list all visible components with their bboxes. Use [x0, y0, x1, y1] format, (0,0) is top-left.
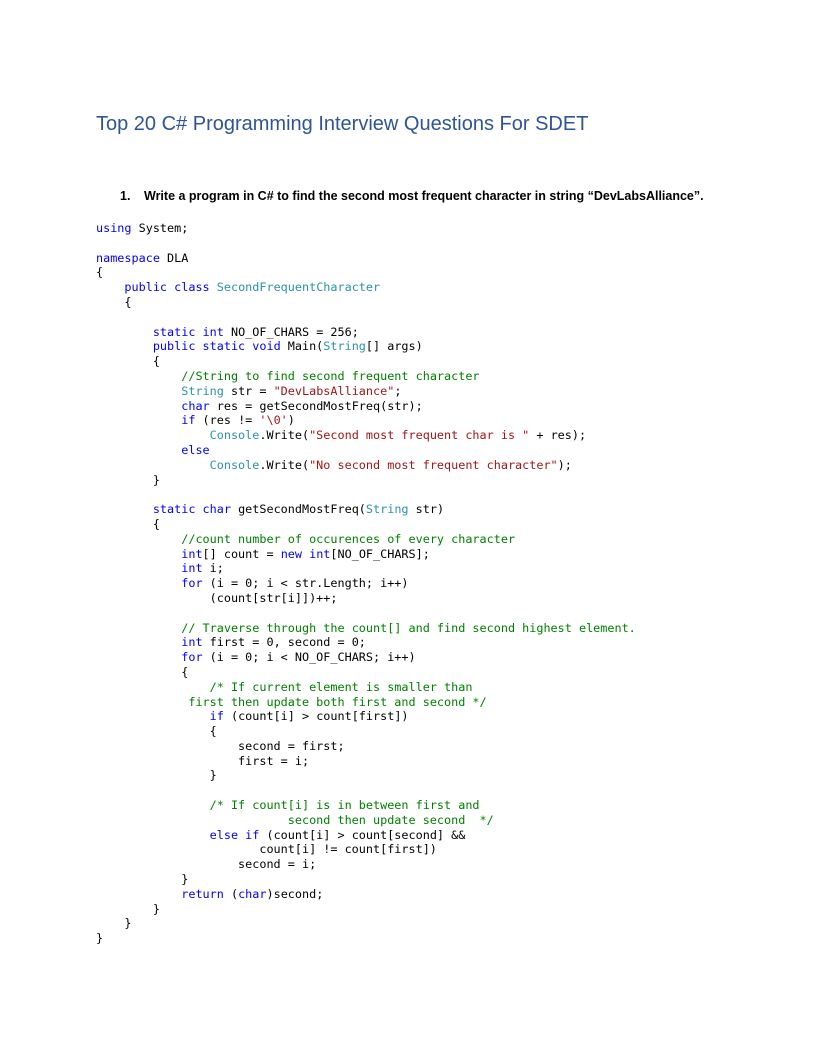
code-line [96, 487, 636, 502]
code-line [96, 635, 636, 650]
code-line [96, 606, 636, 621]
code-line [96, 532, 636, 547]
code-token: else [181, 442, 210, 457]
code-line [96, 295, 636, 310]
code-token: (count[str[i]])++; [96, 590, 338, 605]
code-line [96, 887, 636, 902]
code-token [96, 443, 181, 457]
code-token [96, 399, 181, 413]
code-line [96, 354, 636, 369]
code-token: res = getSecondMostFreq(str); [209, 398, 423, 413]
code-token: char [181, 398, 210, 413]
code-token [96, 502, 153, 516]
code-token: new int [280, 546, 331, 561]
code-token: i; [202, 561, 224, 576]
code-token: { [96, 664, 189, 679]
code-token: } [96, 872, 189, 887]
code-token: } [96, 916, 132, 931]
code-token: Main( [280, 339, 324, 354]
code-token [96, 621, 181, 635]
code-token: { [96, 724, 217, 739]
code-token: ; [394, 383, 402, 398]
code-token [96, 887, 181, 901]
code-token: String [181, 383, 224, 398]
code-line [96, 872, 636, 887]
code-token: first = 0, second = 0; [202, 635, 366, 650]
code-token: )second; [266, 886, 324, 901]
code-token: for [181, 650, 203, 665]
code-token: public static void [152, 339, 281, 354]
code-line [96, 650, 636, 665]
code-line [96, 828, 636, 843]
code-line [96, 428, 636, 443]
code-line [96, 399, 636, 414]
code-token: int [181, 561, 203, 576]
code-token: SecondFrequentCharacter [216, 280, 381, 295]
code-token: System; [131, 221, 189, 235]
code-line [96, 695, 636, 710]
code-line [96, 783, 636, 798]
code-token [96, 561, 181, 575]
code-token: /* If current element is smaller than [209, 679, 473, 694]
code-token: Console [209, 457, 260, 472]
code-line [96, 502, 636, 517]
code-token [96, 547, 181, 561]
code-line [96, 251, 636, 266]
code-token [96, 325, 153, 339]
question-text: Write a program in C# to find the second most frequent character in string “DevLabsAlliance”. [144, 189, 704, 203]
code-token: DLA [159, 250, 189, 265]
code-token [96, 532, 181, 546]
code-line [96, 931, 636, 946]
code-token: //String to find second frequent character [181, 368, 480, 383]
code-line [96, 680, 636, 695]
code-token: (i = 0; i < str.Length; i++) [202, 576, 409, 591]
code-token: str = [223, 383, 274, 398]
code-token: count[i] != count[first]) [96, 842, 437, 857]
code-line [96, 813, 636, 828]
code-line [96, 265, 636, 280]
code-token [96, 369, 181, 383]
code-line [96, 517, 636, 532]
code-line [96, 857, 636, 872]
code-line [96, 842, 636, 857]
code-token [96, 280, 124, 294]
code-line [96, 709, 636, 724]
code-token: "No second most frequent character" [309, 457, 558, 472]
code-line [96, 561, 636, 576]
code-token: + res); [529, 428, 587, 443]
code-token: (count[i] > count[second] && [259, 827, 466, 842]
code-token: str) [408, 502, 445, 517]
code-token: first = i; [96, 753, 310, 768]
code-token: "Second most frequent char is " [309, 428, 530, 443]
code-token: char [238, 886, 267, 901]
code-token: '\0' [259, 413, 288, 428]
code-line [96, 310, 636, 325]
code-token: NO_OF_CHARS = 256; [223, 324, 359, 339]
code-token [96, 384, 181, 398]
code-line [96, 768, 636, 783]
code-token: else if [209, 827, 260, 842]
code-token [96, 458, 210, 472]
code-token: { [96, 354, 160, 369]
code-token: ); [557, 457, 572, 472]
question-number: 1. [120, 189, 131, 203]
code-token: (res != [195, 413, 260, 428]
code-token: first then update both first and second */ [188, 694, 487, 709]
code-token: int [181, 546, 203, 561]
code-line [96, 384, 636, 399]
code-line [96, 547, 636, 562]
code-token: .Write( [259, 428, 310, 443]
code-token: namespace [96, 250, 160, 265]
code-token: second = i; [96, 857, 317, 872]
page-title: Top 20 C# Programming Interview Questions For SDET [96, 113, 589, 135]
code-line [96, 576, 636, 591]
code-token: getSecondMostFreq( [230, 502, 366, 517]
code-line [96, 443, 636, 458]
code-token: static char [152, 502, 231, 517]
code-token: ( [223, 886, 239, 901]
code-token: (i = 0; i < NO_OF_CHARS; i++) [202, 650, 416, 665]
code-line [96, 221, 636, 236]
code-token: } [96, 931, 104, 946]
code-line [96, 798, 636, 813]
code-token: for [181, 576, 203, 591]
code-token [96, 339, 153, 353]
code-line [96, 916, 636, 931]
code-line [96, 739, 636, 754]
code-token: [] args) [365, 339, 423, 354]
code-token: if [181, 413, 196, 428]
code-line [96, 754, 636, 769]
code-token: .Write( [259, 457, 310, 472]
code-token: Console [209, 428, 260, 443]
code-token: public class [124, 280, 210, 295]
code-token [96, 428, 210, 442]
code-token: { [96, 516, 160, 531]
code-token [96, 828, 210, 842]
code-token [96, 695, 188, 709]
code-token [96, 635, 181, 649]
code-token: second then update second */ [287, 812, 494, 827]
code-token [96, 650, 181, 664]
code-block [96, 221, 636, 946]
code-line [96, 621, 636, 636]
code-token: //count number of occurences of every character [181, 531, 516, 546]
code-token: (count[i] > count[first]) [223, 709, 409, 724]
code-token: String [323, 339, 366, 354]
code-line [96, 473, 636, 488]
code-token [96, 576, 181, 590]
code-line [96, 339, 636, 354]
code-token [96, 709, 210, 723]
code-line [96, 591, 636, 606]
code-token: int [181, 635, 203, 650]
code-token: String [365, 502, 409, 517]
code-token: static int [152, 324, 224, 339]
code-token [210, 280, 217, 294]
code-token: second = first; [96, 738, 345, 753]
code-line [96, 724, 636, 739]
code-token [96, 413, 181, 427]
code-line [96, 369, 636, 384]
code-line [96, 325, 636, 340]
code-line [96, 280, 636, 295]
code-token: ) [287, 413, 295, 428]
code-token: [NO_OF_CHARS]; [330, 546, 430, 561]
question-heading [120, 189, 704, 203]
code-token: { [96, 265, 104, 280]
code-token: "DevLabsAlliance" [273, 383, 395, 398]
code-token: return [181, 886, 224, 901]
code-token: [] count = [202, 546, 281, 561]
code-token: } [96, 768, 217, 783]
code-token: if [209, 709, 224, 724]
code-line [96, 458, 636, 473]
code-line [96, 236, 636, 251]
code-token [96, 798, 210, 812]
code-token [96, 680, 210, 694]
code-token [96, 813, 288, 827]
code-token: using [96, 221, 132, 235]
code-token: { [96, 294, 132, 309]
code-line [96, 665, 636, 680]
code-token: } [96, 901, 160, 916]
code-line [96, 902, 636, 917]
code-token: } [96, 472, 160, 487]
code-token: /* If count[i] is in between first and [209, 798, 480, 813]
code-token: // Traverse through the count[] and find second highest element. [181, 620, 636, 635]
code-line [96, 413, 636, 428]
